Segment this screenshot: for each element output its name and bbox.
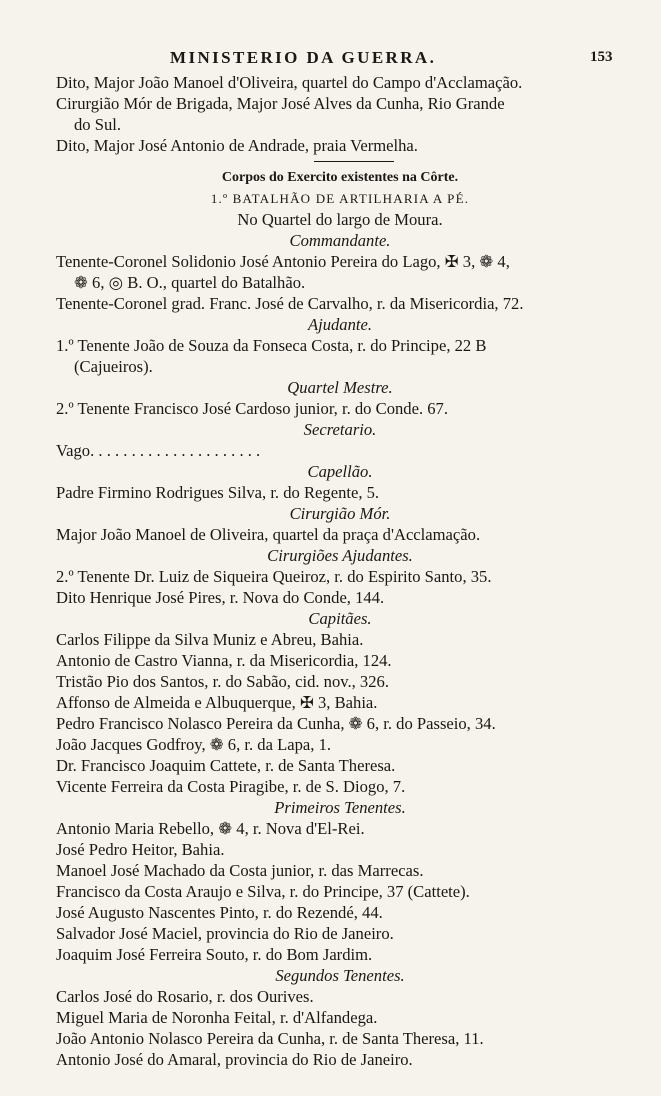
entry-line: Pedro Francisco Nolasco Pereira da Cunha, ❁ 6, r. do Passeio, 34.	[56, 714, 496, 733]
role-heading: Quartel Mestre.	[287, 378, 393, 397]
entry-line: Miguel Maria de Noronha Feital, r. d'Alfandega.	[56, 1008, 378, 1027]
unit-location: No Quartel do largo de Moura.	[237, 210, 443, 229]
entry-line: José Augusto Nascentes Pinto, r. do Rezendé, 44.	[56, 903, 383, 922]
role-heading: Capellão.	[307, 462, 373, 481]
role-heading: Cirurgião Mór.	[289, 504, 391, 523]
entry-line: Francisco da Costa Araujo e Silva, r. do Principe, 37 (Cattete).	[56, 882, 470, 901]
entry-line: Tenente-Coronel grad. Franc. José de Carvalho, r. da Misericordia, 72.	[56, 294, 524, 313]
entry-line: Dr. Francisco Joaquim Cattete, r. de Santa Theresa.	[56, 756, 396, 775]
role-heading: Cirurgiões Ajudantes.	[267, 546, 413, 565]
entry-line: Manoel José Machado da Costa junior, r. das Marrecas.	[56, 861, 424, 880]
entry-line: Antonio José do Amaral, provincia do Rio de Janeiro.	[56, 1050, 413, 1069]
entry-line: Carlos José do Rosario, r. dos Ourives.	[56, 987, 314, 1006]
entry-line: Affonso de Almeida e Albuquerque, ✠ 3, Bahia.	[56, 693, 378, 712]
entry-line-continuation: do Sul.	[74, 115, 122, 134]
entry-line: Antonio de Castro Vianna, r. da Misericordia, 124.	[56, 651, 392, 670]
entry-line: Vago. . . . . . . . . . . . . . . . . . . . .	[56, 441, 261, 460]
role-heading: Capitães.	[308, 609, 372, 628]
entry-line: Antonio Maria Rebello, ❁ 4, r. Nova d'El-Rei.	[56, 819, 365, 838]
role-heading: Secretario.	[303, 420, 377, 439]
document-body	[56, 72, 624, 1070]
entry-line: Joaquim José Ferreira Souto, r. do Bom Jardim.	[56, 945, 373, 964]
entry-line: Carlos Filippe da Silva Muniz e Abreu, Bahia.	[56, 630, 364, 649]
role-heading: Ajudante.	[307, 315, 373, 334]
entry-line-continuation: ❁ 6, ◎ B. O., quartel do Batalhão.	[74, 273, 306, 292]
role-heading: Segundos Tenentes.	[275, 966, 405, 985]
unit-title: 1.º BATALHÃO DE ARTILHARIA A PÉ.	[210, 191, 470, 206]
entry-line: Tristão Pio dos Santos, r. do Sabão, cid. nov., 326.	[56, 672, 389, 691]
role-heading: Primeiros Tenentes.	[274, 798, 406, 817]
section-divider-rule	[56, 156, 624, 167]
running-header	[0, 48, 661, 72]
section-title: Corpos do Exercito existentes na Côrte.	[221, 170, 459, 185]
entry-line: Cirurgião Mór de Brigada, Major José Alves da Cunha, Rio Grande	[56, 94, 505, 113]
page-number: 153	[590, 49, 613, 65]
entry-line: 1.º Tenente João de Souza da Fonseca Costa, r. do Principe, 22 B	[56, 336, 487, 355]
entry-line: Tenente-Coronel Solidonio José Antonio Pereira do Lago, ✠ 3, ❁ 4,	[56, 252, 510, 271]
entry-line: João Antonio Nolasco Pereira da Cunha, r. de Santa Theresa, 11.	[56, 1029, 484, 1048]
entry-line: Dito, Major José Antonio de Andrade, praia Vermelha.	[56, 136, 418, 155]
entry-line: João Jacques Godfroy, ❁ 6, r. da Lapa, 1.	[56, 735, 332, 754]
entry-line: 2.º Tenente Dr. Luiz de Siqueira Queiroz, r. do Espirito Santo, 35.	[56, 567, 492, 586]
entry-line-continuation: (Cajueiros).	[74, 357, 153, 376]
entry-line: 2.º Tenente Francisco José Cardoso junior, r. do Conde. 67.	[56, 399, 448, 418]
entry-line: Salvador José Maciel, provincia do Rio de Janeiro.	[56, 924, 394, 943]
entry-line: Major João Manoel de Oliveira, quartel da praça d'Acclamação.	[56, 525, 481, 544]
role-heading: Commandante.	[289, 231, 391, 250]
entry-line: Padre Firmino Rodrigues Silva, r. do Regente, 5.	[56, 483, 380, 502]
entry-line: José Pedro Heitor, Bahia.	[56, 840, 225, 859]
page-header-title: MINISTERIO DA GUERRA.	[170, 48, 437, 67]
entry-line: Dito, Major João Manoel d'Oliveira, quartel do Campo d'Acclamação.	[56, 73, 523, 92]
entry-line: Vicente Ferreira da Costa Piragibe, r. de S. Diogo, 7.	[56, 777, 406, 796]
entry-line: Dito Henrique José Pires, r. Nova do Conde, 144.	[56, 588, 385, 607]
